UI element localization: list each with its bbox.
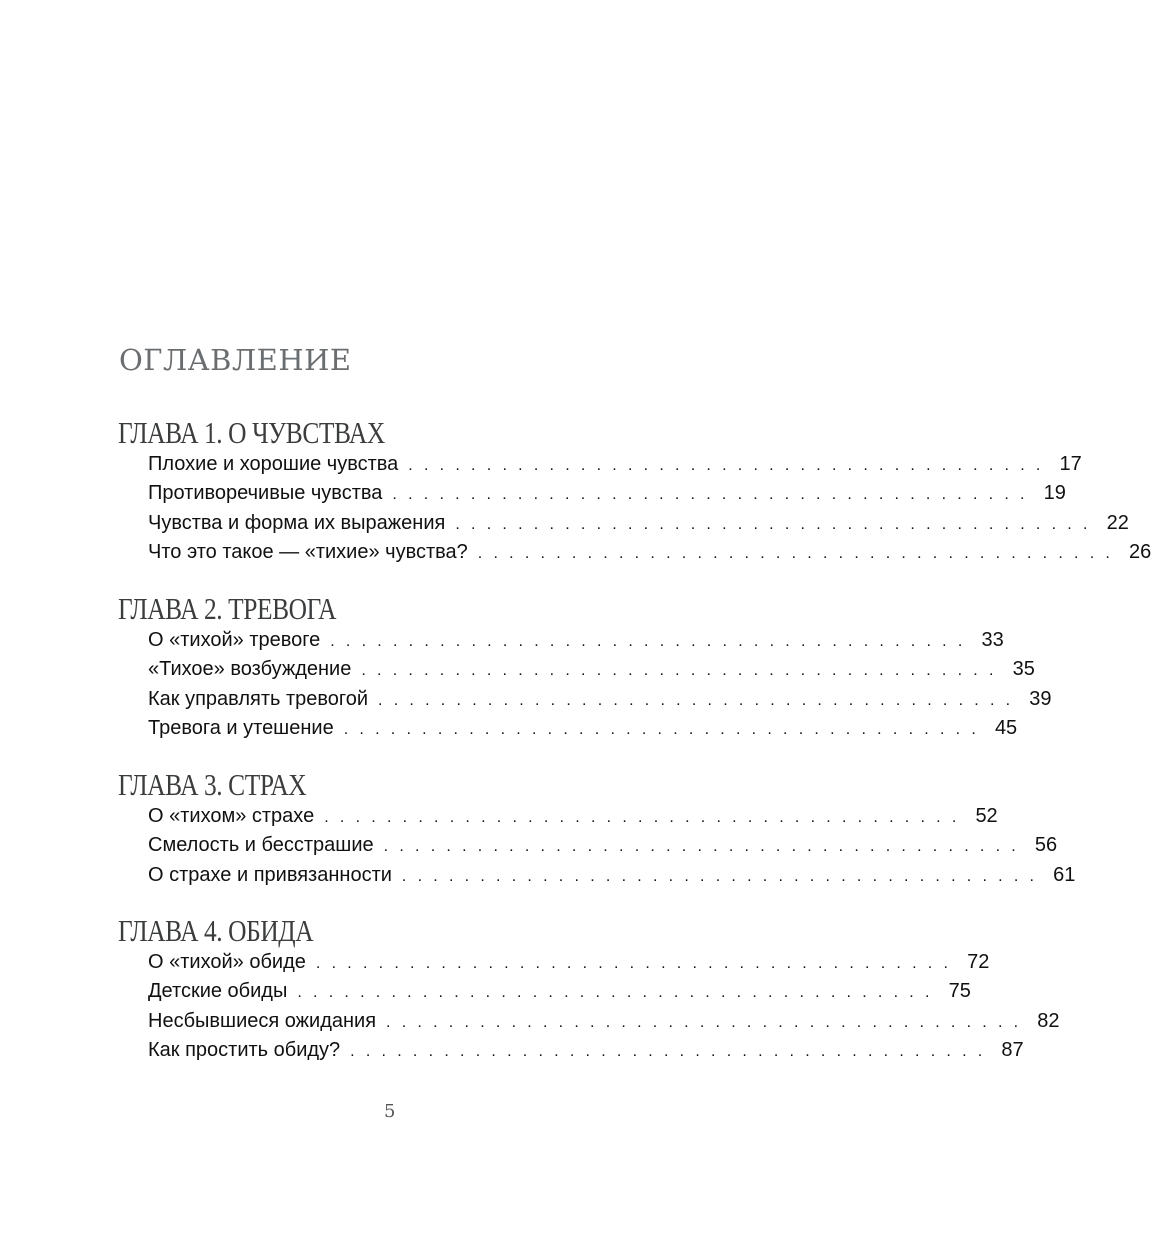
entry-title: Противоречивые чувства bbox=[148, 482, 383, 505]
dot-leader: . . . . . . . . . . . . . . . . . . . . . . . . . . . . . . . . . . . . . . . . . bbox=[401, 867, 1038, 885]
entry-page: 75 bbox=[948, 980, 971, 1003]
toc-entry[interactable] bbox=[148, 511, 1129, 541]
entry-title: О «тихой» обиде bbox=[148, 951, 306, 973]
dot-leader: . . . . . . . . . . . . . . . . . . . . . . . . . . . . . . . . . . . . . . . . . bbox=[408, 457, 1044, 474]
entry-title: О «тихом» страхе bbox=[148, 805, 315, 827]
dot-leader: . . . . . . . . . . . . . . . . . . . . . . . . . . . . . . . . . . . . . . . . . bbox=[455, 515, 1091, 533]
entry-title: «Тихое» возбуждение bbox=[148, 658, 352, 681]
entry-page: 52 bbox=[975, 805, 998, 827]
entry-title: Плохие и хорошие чувства bbox=[148, 453, 399, 475]
chapter-entries bbox=[118, 629, 1052, 746]
toc-entry[interactable] bbox=[148, 658, 1035, 687]
entry-page: 72 bbox=[967, 951, 990, 973]
chapter-3 bbox=[118, 765, 1076, 893]
entry-page: 39 bbox=[1029, 687, 1052, 710]
entry-page: 22 bbox=[1106, 511, 1129, 534]
chapter-2 bbox=[118, 589, 1052, 746]
dot-leader: . . . . . . . . . . . . . . . . . . . . . . . . . . . . . . . . . . . . . . . . . bbox=[324, 809, 960, 826]
toc-entry[interactable] bbox=[148, 951, 990, 980]
toc-entry[interactable] bbox=[148, 716, 1018, 746]
dot-leader: . . . . . . . . . . . . . . . . . . . . . . . . . . . . . . . . . . . . . . . . . bbox=[378, 691, 1014, 709]
dot-leader: . . . . . . . . . . . . . . . . . . . . . . . . . . . . . . . . . . . . . . . . . bbox=[330, 633, 966, 650]
entry-page: 33 bbox=[981, 629, 1004, 651]
entry-title: О страхе и привязанности bbox=[148, 863, 392, 886]
page-title: ОГЛАВЛЕНИЕ bbox=[119, 343, 352, 377]
toc-entry[interactable] bbox=[148, 453, 1082, 482]
dot-leader: . . . . . . . . . . . . . . . . . . . . . . . . . . . . . . . . . . . . . . . . . bbox=[343, 720, 980, 738]
entry-page: 82 bbox=[1037, 1009, 1060, 1032]
entry-page: 19 bbox=[1043, 482, 1066, 505]
chapter-entries bbox=[118, 805, 1076, 893]
dot-leader: . . . . . . . . . . . . . . . . . . . . . . . . . . . . . . . . . . . . . . . . . bbox=[386, 1013, 1022, 1031]
entry-page: 56 bbox=[1034, 834, 1058, 857]
entry-title: Чувства и форма их выражения bbox=[148, 511, 446, 534]
dot-leader: . . . . . . . . . . . . . . . . . . . . . . . . . . . . . . . . . . . . . . . . . bbox=[392, 486, 1028, 504]
entry-page: 26 bbox=[1129, 540, 1151, 563]
entry-title: Тревога и утешение bbox=[148, 716, 334, 739]
toc-entry[interactable] bbox=[148, 540, 1151, 570]
entry-page: 45 bbox=[994, 716, 1018, 739]
entry-title: Что это такое — «тихие» чувства? bbox=[148, 540, 468, 563]
entry-page: 61 bbox=[1053, 863, 1076, 886]
toc-entry[interactable] bbox=[148, 629, 1004, 658]
entry-page: 35 bbox=[1012, 658, 1035, 681]
chapter-4 bbox=[118, 911, 1060, 1068]
chapter-title: ГЛАВА 1. О ЧУВСТВАХ bbox=[118, 415, 385, 450]
entry-title: О «тихой» тревоге bbox=[148, 629, 321, 651]
toc-entry[interactable] bbox=[148, 687, 1052, 717]
entry-title: Смелость и бесстрашие bbox=[148, 834, 374, 857]
chapter-title: ГЛАВА 4. ОБИДА bbox=[118, 913, 314, 948]
entry-title: Как управлять тревогой bbox=[148, 687, 369, 710]
toc-entry[interactable] bbox=[148, 1038, 1024, 1068]
entry-title: Несбывшиеся ожидания bbox=[148, 1009, 377, 1032]
dot-leader: . . . . . . . . . . . . . . . . . . . . . . . . . . . . . . . . . . . . . . . . . bbox=[315, 955, 952, 972]
toc-entry[interactable] bbox=[148, 1009, 1060, 1039]
dot-leader: . . . . . . . . . . . . . . . . . . . . . . . . . . . . . . . . . . . . . . . . . bbox=[350, 1042, 986, 1060]
page-number: 5 bbox=[384, 1101, 396, 1122]
toc-entry[interactable] bbox=[148, 805, 998, 834]
dot-leader: . . . . . . . . . . . . . . . . . . . . . . . . . . . . . . . . . . . . . . . . . bbox=[383, 838, 1020, 856]
chapter-entries bbox=[118, 951, 1060, 1068]
dot-leader: . . . . . . . . . . . . . . . . . . . . . . . . . . . . . . . . . . . . . . . . . bbox=[297, 984, 933, 1002]
entry-title: Детские обиды bbox=[148, 980, 288, 1003]
toc-entry[interactable] bbox=[148, 980, 971, 1009]
chapter-entries bbox=[118, 453, 1151, 570]
chapter-title: ГЛАВА 3. СТРАХ bbox=[118, 767, 307, 802]
dot-leader: . . . . . . . . . . . . . . . . . . . . . . . . . . . . . . . . . . . . . . . . . bbox=[477, 544, 1114, 562]
toc-entry[interactable] bbox=[148, 863, 1076, 893]
toc-entry[interactable] bbox=[148, 834, 1058, 863]
entry-title: Как простить обиду? bbox=[148, 1038, 341, 1061]
chapter-title: ГЛАВА 2. ТРЕВОГА bbox=[118, 591, 337, 626]
entry-page: 17 bbox=[1059, 453, 1082, 475]
entry-page: 87 bbox=[1001, 1038, 1024, 1061]
chapter-1 bbox=[118, 413, 1151, 570]
dot-leader: . . . . . . . . . . . . . . . . . . . . . . . . . . . . . . . . . . . . . . . . . bbox=[361, 662, 997, 680]
toc-entry[interactable] bbox=[148, 482, 1066, 511]
